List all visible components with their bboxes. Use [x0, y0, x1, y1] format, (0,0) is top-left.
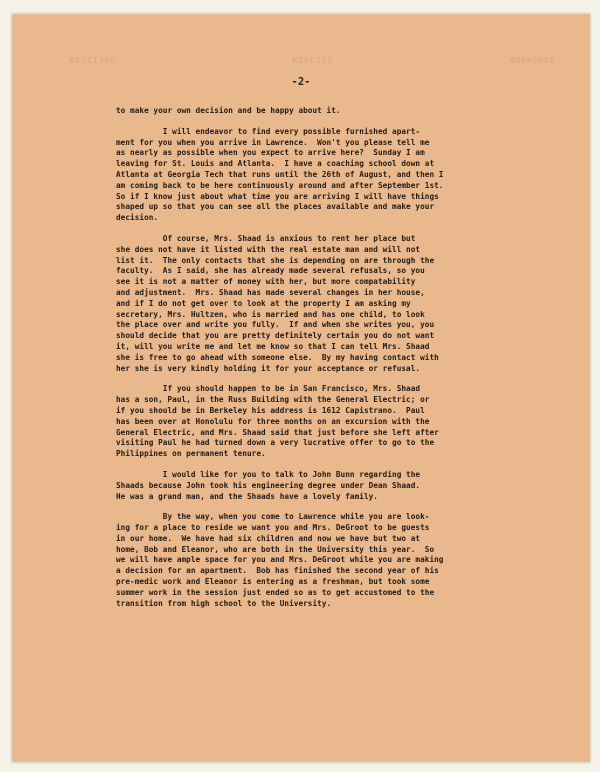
text-line: a decision for an apartment. Bob has finished the second year of his: [116, 566, 439, 576]
text-line: If you should happen to be in San Francisco, Mrs. Shaad: [116, 384, 421, 394]
text-line: pre-medic work and Eleanor is entering as a freshman, but took some: [116, 577, 430, 587]
text-line: secretary, Mrs. Hultzen, who is married and has one child, to look: [116, 309, 425, 319]
text-line: see it is not a matter of money with her, but more compatability: [116, 277, 416, 287]
text-line: ment for you when you arrive in Lawrence. Won't you please tell me: [116, 137, 430, 147]
text-line: in our home. We have had six children and now we have but two at: [116, 533, 421, 543]
text-line: shaped up so that you can see all the places available and make your: [116, 202, 435, 212]
paragraph: [116, 512, 556, 609]
text-line: visiting Paul he had turned down a very lucrative offer to go to the: [116, 438, 435, 448]
text-line: ing for a place to reside we want you and Mrs. DeGroot to be guests: [116, 523, 430, 533]
text-line: the place over and write you fully. If and when she writes you, you: [116, 320, 435, 330]
text-line: if you should be in Berkeley his address is 1612 Capistrano. Paul: [116, 405, 425, 415]
paragraph-gap: [116, 502, 556, 512]
text-line: I would like for you to talk to John Bunn regarding the: [116, 469, 421, 479]
text-line: has a son, Paul, in the Russ Building with the General Electric; or: [116, 395, 430, 405]
text-line: Atlanta at Georgia Tech that runs until the 26th of August, and then I: [116, 169, 444, 179]
page-number: -2-: [291, 76, 311, 88]
text-line: General Electric, and Mrs. Shaad said that just before she left after: [116, 427, 439, 437]
text-line: should decide that you are pretty definitely certain you do not want: [116, 331, 435, 341]
text-line: So if I know just about what time you are arriving I will have things: [116, 191, 439, 201]
bleed-through-stamp: ANSWERED: [509, 56, 556, 65]
paragraph-gap: [116, 224, 556, 234]
bleed-through-stamp: REPLIED: [292, 56, 334, 65]
text-line: has been over at Honolulu for three months on an excursion with the: [116, 416, 430, 426]
text-line: Shaads because John took his engineering degree under Dean Shaad.: [116, 480, 421, 490]
text-line: decision.: [116, 213, 159, 223]
text-line: transition from high school to the University.: [116, 598, 332, 608]
text-line: she does not have it listed with the real estate man and will not: [116, 244, 421, 254]
text-line: Of course, Mrs. Shaad is anxious to rent her place but: [116, 233, 416, 243]
text-line: we will have ample space for you and Mrs. DeGroot while you are making: [116, 555, 444, 565]
letter-body: [116, 106, 556, 609]
text-line: list it. The only contacts that she is depending on are through the: [116, 255, 435, 265]
text-line: I will endeavor to find every possible furnished apart-: [116, 126, 421, 136]
text-line: her she is very kindly holding it for your acceptance or refusal.: [116, 363, 421, 373]
text-line: Philippines on permanent tenure.: [116, 449, 266, 459]
text-line: and if I do not get over to look at the property I am asking my: [116, 298, 411, 308]
text-line: and adjustment. Mrs. Shaad has made several changes in her house,: [116, 287, 425, 297]
paragraph-gap: [116, 460, 556, 470]
text-line: she is free to go ahead with someone else. By my having contact with: [116, 352, 439, 362]
letter-page: [12, 14, 590, 762]
text-line: home, Bob and Eleanor, who are both in the University this year. So: [116, 544, 435, 554]
paragraph: [116, 106, 556, 117]
paragraph-gap: [116, 374, 556, 384]
text-line: to make your own decision and be happy about it.: [116, 106, 341, 115]
paragraph: [116, 234, 556, 374]
paragraph: [116, 127, 556, 224]
text-line: By the way, when you come to Lawrence while you are look-: [116, 512, 430, 522]
text-line: it, will you write me and let me know so that I can tell Mrs. Shaad: [116, 341, 430, 351]
bleed-through-stamp: RECEIVED: [70, 56, 117, 65]
text-line: am coming back to be here continuously around and after September 1st.: [116, 180, 444, 190]
text-line: as nearly as possible when you expect to arrive here? Sunday I am: [116, 148, 425, 158]
paragraph: [116, 470, 556, 502]
text-line: He was a grand man, and the Shaads have a lovely family.: [116, 491, 378, 501]
bleed-through-text: [70, 56, 556, 65]
text-line: faculty. As I said, she has already made several refusals, so you: [116, 266, 425, 276]
text-line: leaving for St. Louis and Atlanta. I have a coaching school down at: [116, 159, 435, 169]
paragraph-gap: [116, 117, 556, 127]
paragraph: [116, 384, 556, 460]
text-line: summer work in the session just ended so as to get accustomed to the: [116, 587, 435, 597]
